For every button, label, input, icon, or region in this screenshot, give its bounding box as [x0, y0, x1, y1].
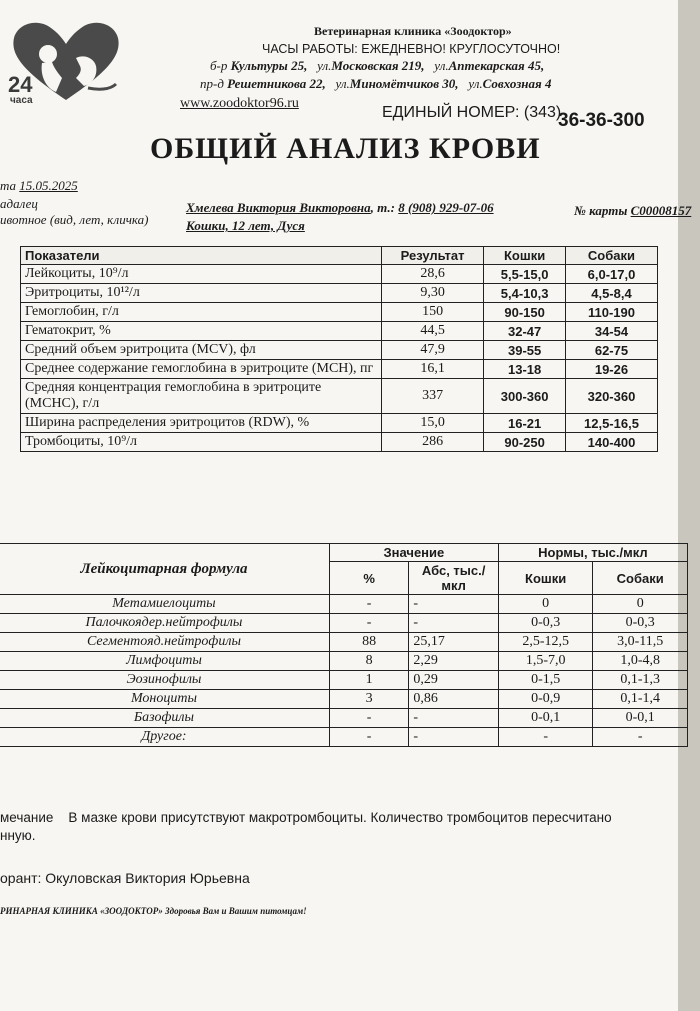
table-row: Другое: - - - -	[0, 728, 688, 747]
table-row: Сегментояд.нейтрофилы 88 25,17 2,5-12,5 3,0-11,5	[0, 633, 688, 652]
col-value: Значение	[329, 544, 498, 562]
owner-value: Хмелева Виктория Викторовна	[186, 200, 371, 215]
clinic-address-line-2: пр-д Решетникова 22, ул.Миномётчиков 30, ул.Совхозная 4	[200, 76, 552, 91]
page-title: ОБЩИЙ АНАЛИЗ КРОВИ	[150, 132, 541, 165]
col-norm-cats: Кошки	[498, 562, 593, 595]
animal-row	[186, 218, 305, 234]
col-result: Результат	[381, 247, 483, 265]
table-row: Лимфоциты 8 2,29 1,5-7,0 1,0-4,8	[0, 652, 688, 671]
card-row: № карты С00008157	[574, 203, 692, 218]
table-row: Базофилы - - 0-0,1 0-0,1	[0, 709, 688, 728]
table-row: Эозинофилы 1 0,29 0-1,5 0,1-1,3	[0, 671, 688, 690]
table-row: Средняя концентрация гемоглобина в эритроците (MCHC), г/л 337 300-360 320-360	[21, 379, 658, 414]
table-row: Среднее содержание гемоглобина в эритроците (MCH), пг 16,1 13-18 19-26	[21, 360, 658, 379]
table-row: Средний объем эритроцита (MCV), фл 47,9 39-55 62-75	[21, 341, 658, 360]
leukocyte-formula-table	[0, 543, 688, 747]
note-row	[0, 810, 612, 825]
logo-24-label: 24	[8, 72, 33, 97]
table-header-row	[0, 544, 688, 562]
table-row: Гемоглобин, г/л 150 90-150 110-190	[21, 303, 658, 322]
table-row: Ширина распределения эритроцитов (RDW), % 15,0 16-21 12,5-16,5	[21, 414, 658, 433]
note-text-continued: нную.	[0, 828, 36, 843]
table-header-row	[21, 247, 658, 265]
clinic-hours: ЧАСЫ РАБОТЫ: ЕЖЕДНЕВНО! КРУГЛОСУТОЧНО!	[262, 42, 561, 56]
date-value: 15.05.2025	[19, 178, 78, 193]
clinic-address-line-1: б-р Культуры 25, ул.Московская 219, ул.Аптекарская 45,	[210, 58, 545, 73]
col-norm-dogs: Собаки	[593, 562, 688, 595]
owner-phone: 8 (908) 929-07-06	[398, 200, 494, 215]
footer-slogan: РИНАРНАЯ КЛИНИКА «ЗООДОКТОР» Здоровья Вам и Вашим питомцам!	[0, 906, 307, 916]
date-row: та 15.05.2025	[0, 178, 78, 193]
phone-label: ЕДИНЫЙ НОМЕР: (343)	[382, 104, 562, 121]
clinic-website: www.zoodoktor96.ru	[180, 96, 299, 111]
col-cats: Кошки	[484, 247, 566, 265]
col-norms: Нормы, тыс./мкл	[498, 544, 687, 562]
animal-value: Кошки, 12 лет, Дуся	[186, 218, 305, 233]
table-row: Лейкоциты, 10⁹/л 28,6 5,5-15,0 6,0-17,0	[21, 265, 658, 284]
table-row: Гематокрит, % 44,5 32-47 34-54	[21, 322, 658, 341]
col-dogs: Собаки	[565, 247, 657, 265]
blood-results-table	[20, 246, 658, 452]
table-row: Метамиелоциты - - 0 0	[0, 595, 688, 614]
table-row: Палочкоядер.нейтрофилы - - 0-0,3 0-0,3	[0, 614, 688, 633]
note-text: В мазке крови присутствуют макротромбоциты. Количество тромбоцитов пересчитано	[68, 810, 612, 825]
col-percent: %	[329, 562, 408, 595]
col-abs: Абс, тыс./мкл	[409, 562, 499, 595]
background-edge	[678, 0, 700, 1011]
table-row: Тромбоциты, 10⁹/л 286 90-250 140-400	[21, 433, 658, 452]
lab-technician: орант: Окуловская Виктория Юрьевна	[0, 870, 250, 886]
table-row: Моноциты 3 0,86 0-0,9 0,1-1,4	[0, 690, 688, 709]
animal-label: ивотное (вид, лет, кличка)	[0, 212, 149, 227]
col-indicator: Показатели	[21, 247, 382, 265]
clinic-name: Ветеринарная клиника «Зоодоктор»	[314, 24, 512, 38]
table-row: Эритроциты, 10¹²/л 9,30 5,4-10,3 4,5-8,4	[21, 284, 658, 303]
note-label: мечание	[0, 810, 54, 825]
owner-row: Хмелева Виктория Викторовна, т.: 8 (908) 929-07-06	[186, 200, 494, 215]
card-number: С00008157	[630, 203, 692, 218]
col-leukocyte-formula: Лейкоцитарная формула	[0, 544, 329, 595]
logo-hours-label: часа	[10, 95, 33, 106]
owner-label: адалец	[0, 196, 38, 211]
phone-number: 36-36-300	[558, 110, 645, 131]
